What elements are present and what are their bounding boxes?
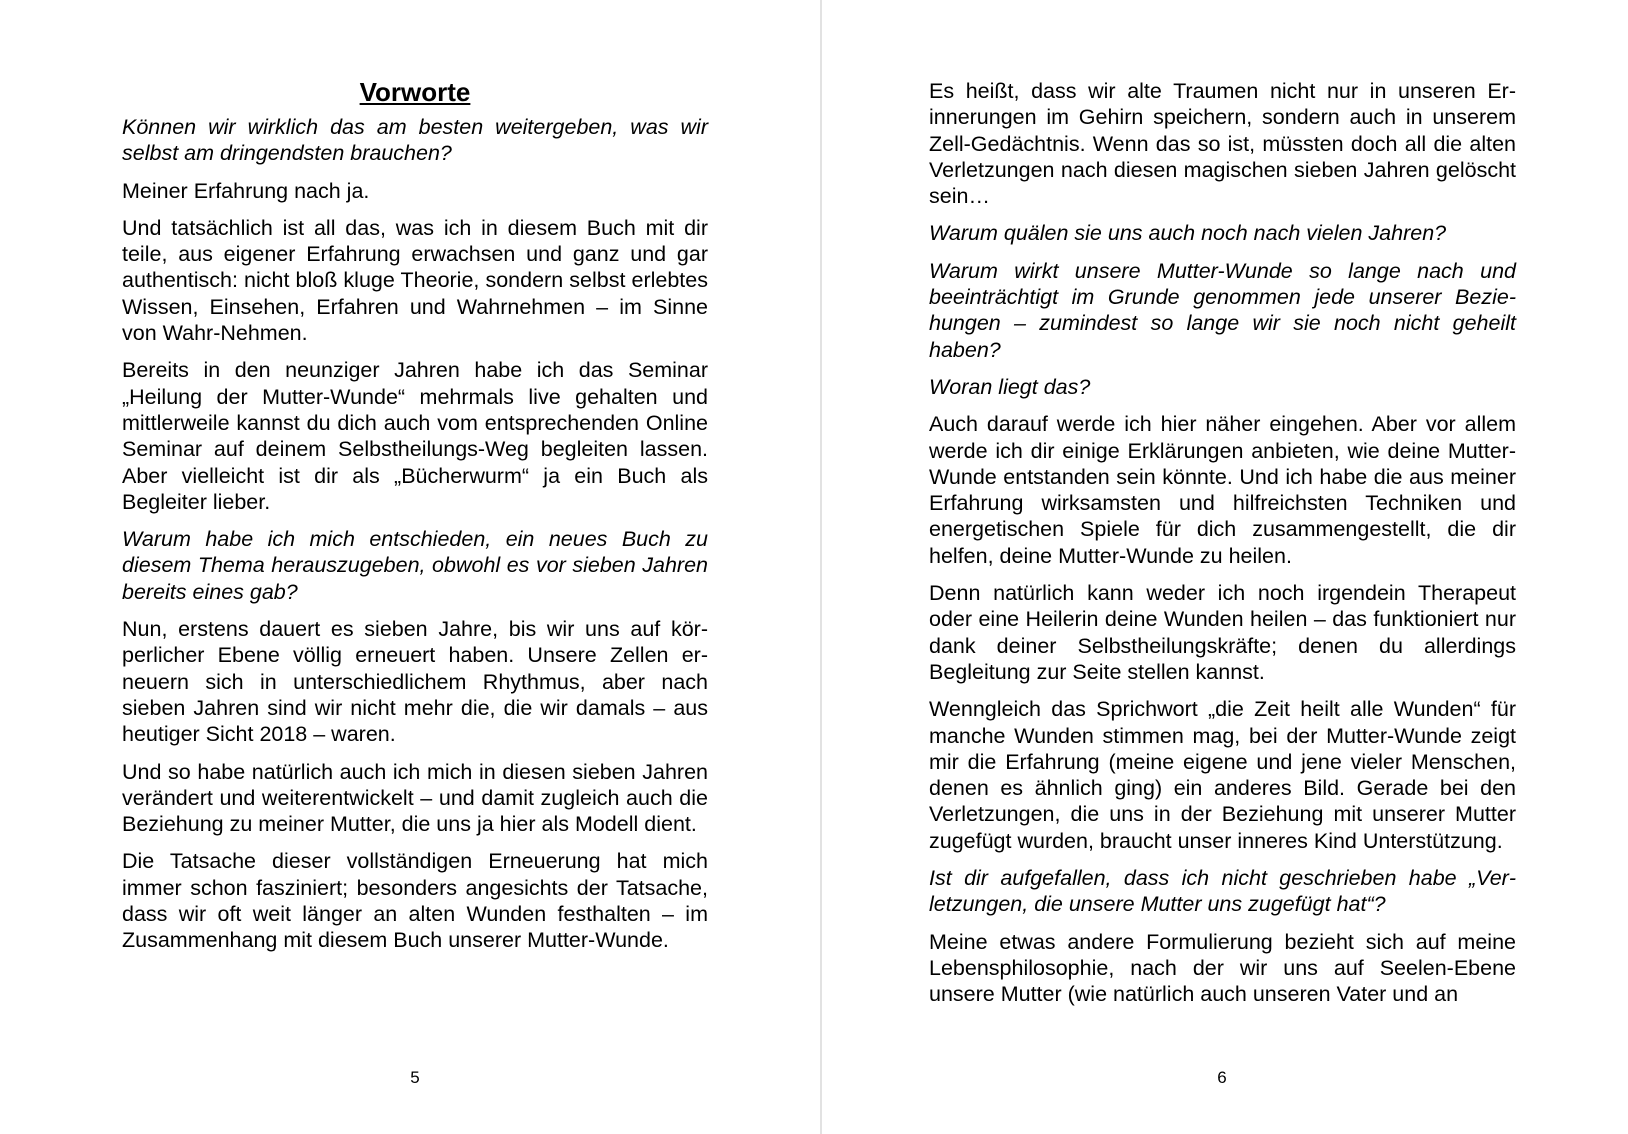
paragraph: Es heißt, dass wir alte Traumen nicht nur in unseren Erinnerungen im Gehirn speichern, sondern auch in unserem Zell-Gedächtnis. Wenn das so ist, müssten doch all die alten Verletzungen nach diesen magischen sieben Jahren gelöscht sein… [929, 79, 1516, 209]
paragraph: Warum habe ich mich entschieden, ein neues Buch zu diesem Thema herauszugeben, obwohl es vor sieben Jahren bereits eines gab? [122, 527, 708, 604]
paragraph: Ist dir aufgefallen, dass ich nicht geschrieben habe „Verletzungen, die unsere Mutter uns zugefügt hat“? [929, 866, 1516, 917]
paragraph: Woran liegt das? [929, 374, 1091, 399]
page-number: 6 [1217, 1068, 1227, 1087]
paragraph: Die Tatsache dieser vollständigen Erneuerung hat mich immer schon fasziniert; besonders angesichts der Tatsache, dass wir oft weit länger an alten Wunden festhalten – im Zusammenhang mit diesem Buch unserer Mutter-Wunde. [122, 849, 708, 953]
right-text-column [929, 78, 1516, 1019]
page-number: 5 [410, 1068, 420, 1087]
paragraph: Können wir wirklich das am besten weitergeben, was wir selbst am dringendsten brauchen? [122, 115, 708, 166]
paragraph: Und so habe natürlich auch ich mich in diesen sieben Jahren verändert und weiterentwickelt – und damit zugleich auch die Beziehung zu meiner Mutter, die uns ja hier als Modell dient. [122, 759, 708, 837]
paragraph: Bereits in den neunziger Jahren habe ich das Seminar „Heilung der Mutter-Wunde“ mehrmals live gehalten und mittlerweile kannst du dich auch vom entsprechenden Online Seminar auf deinem Selbstheilungs-Weg begleiten lassen. Aber vielleicht ist dir als „Bücherwurm“ ja ein Buch als Begleiter lieber. [122, 358, 708, 514]
paragraph: Denn natürlich kann weder ich noch irgendein Therapeut oder eine Heilerin deine Wunden heilen – das funktioniert nur dank deiner Selbstheilungskräfte; denen du allerdings Begleitung zur Seite stellen kannst. [929, 581, 1516, 684]
paragraph: Meiner Erfahrung nach ja. [122, 178, 370, 203]
paragraph: Auch darauf werde ich hier näher eingehen. Aber vor allem werde ich dir einige Erklärungen anbieten, wie deine Mutter-Wunde entstanden sein könnte. Und ich habe die aus meiner Erfahrung wirksamsten und hilfreichsten Techniken und energetischen Spiele für dich zusammengestellt, die dir helfen, deine Mutter-Wunde zu heilen. [929, 412, 1516, 568]
paragraph: Meine etwas andere Formulierung bezieht sich auf meine Lebensphilosophie, nach der wir uns auf Seelen-Ebene unsere Mutter (wie natürlich auch unseren Vater und an [929, 929, 1516, 1007]
paragraph: Warum wirkt unsere Mutter-Wunde so lange nach und beeinträchtigt im Grunde genommen jede unserer Beziehungen – zumindest so lange wir sie noch nicht geheilt haben? [929, 258, 1516, 362]
paragraph: Nun, erstens dauert es sieben Jahre, bis wir uns auf körperlicher Ebene völlig erneuert haben. Unsere Zellen erneuern sich in unterschiedlichem Rhythmus, aber nach sieben Jahren sind wir nicht mehr die, die wir damals – aus heutiger Sicht 2018 – waren. [122, 617, 708, 747]
left-text-column [122, 72, 708, 965]
paragraph: Wenngleich das Sprichwort „die Zeit heilt alle Wunden“ für manche Wunden stimmen mag, bei der Mutter-Wunde zeigt mir die Erfahrung (meine eigene und jene vieler Menschen, denen es ähnlich ging) ein anderes Bild. Gerade bei den Verletzungen, die uns in der Beziehung mit unserer Mutter zugefügt wurden, braucht unser inneres Kind Unterstützung. [929, 697, 1516, 853]
right-page [822, 0, 1628, 1134]
chapter-title: Vorworte [359, 77, 471, 107]
paragraph: Und tatsächlich ist all das, was ich in diesem Buch mit dir teile, aus eigener Erfahrung erwachsen und ganz und gar authentisch: nicht bloß kluge Theorie, sondern selbst erlebtes Wissen, Einsehen, Erfahren und Wahrnehmen – im Sinne von Wahr-Nehmen. [122, 215, 708, 346]
paragraph: Warum quälen sie uns auch noch nach vielen Jahren? [929, 221, 1447, 246]
